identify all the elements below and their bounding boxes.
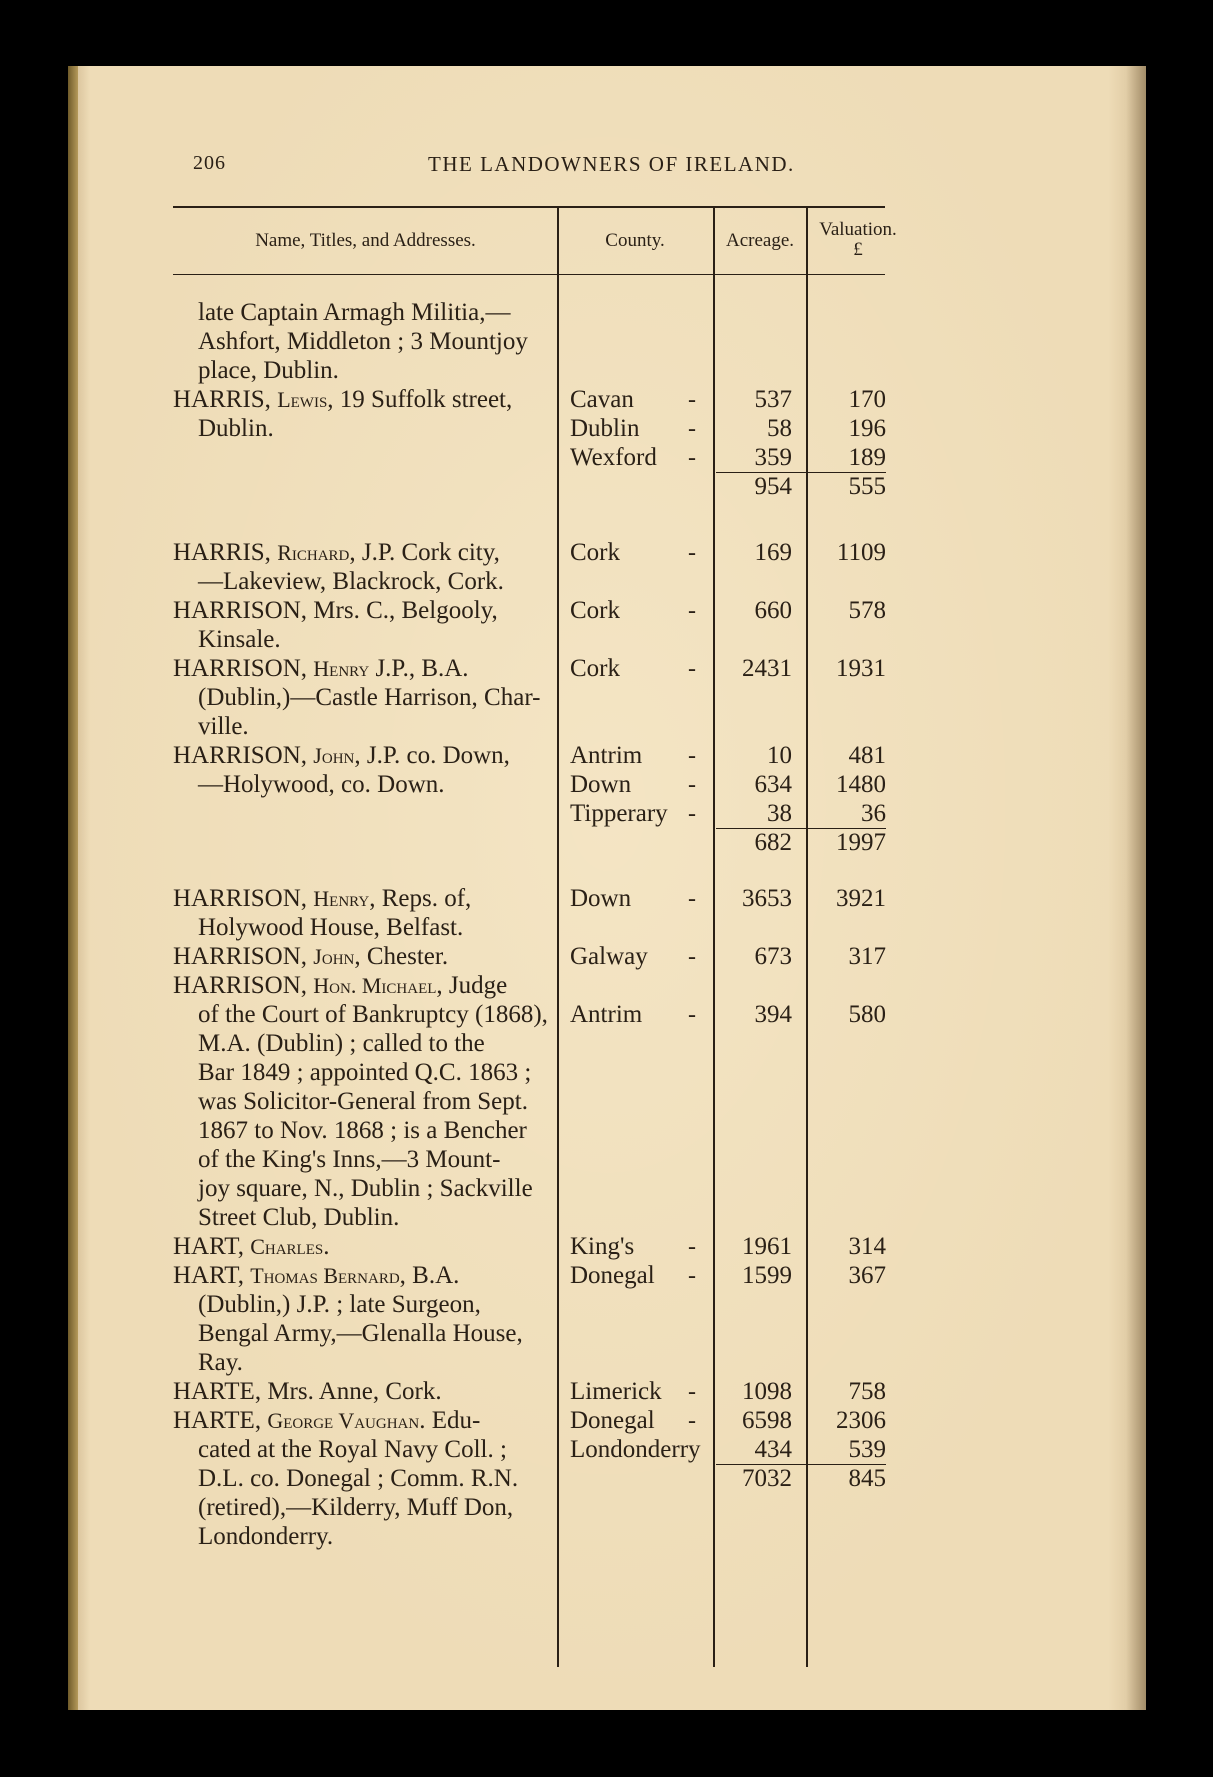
leader-dash: - [688,1379,696,1405]
name-line: Street Club, Dublin. [198,1204,400,1231]
valuation-cell: 578 [848,597,886,624]
entry-heading: HARRISON, Henry, Reps. of, [173,885,472,912]
acreage-cell: 10 [767,742,792,769]
valuation-cell: 189 [848,444,886,471]
name-line: joy square, N., Dublin ; Sackville [198,1175,533,1202]
leader-dash: - [688,886,696,912]
name-line: Londonderry. [198,1523,334,1550]
valuation-cell: 580 [848,1001,886,1028]
county-cell: Donegal [570,1407,655,1434]
name-line: —Holywood, co. Down. [198,771,445,798]
leader-dash: - [688,416,696,442]
name-line: ville. [198,713,249,740]
acreage-cell: 1599 [742,1262,792,1289]
page-binding [68,66,78,1710]
valuation-total: 1997 [836,829,886,856]
name-line: 1867 to Nov. 1868 ; is a Bencher [198,1117,527,1144]
county-cell: Galway [570,943,648,970]
entry-heading: HART, Charles. [173,1233,330,1260]
entry-heading: HARRIS, Richard, J.P. Cork city, [173,539,500,566]
acreage-cell: 1098 [742,1378,792,1405]
leader-dash: - [688,1408,696,1434]
name-line: Bar 1849 ; appointed Q.C. 1863 ; [198,1059,532,1086]
acreage-total: 954 [754,473,792,500]
table-top-rule [173,206,885,208]
county-cell: Wexford [570,444,657,471]
valuation-cell: 170 [848,386,886,413]
name-line: (Dublin,) J.P. ; late Surgeon, [198,1291,481,1318]
entry-heading: HARTE, George Vaughan. Edu- [173,1407,481,1434]
acreage-cell: 38 [767,800,792,827]
name-line: of the King's Inns,—3 Mount- [198,1146,501,1173]
name-line: (Dublin,)—Castle Harrison, Char- [198,684,541,711]
county-cell: King's [570,1233,635,1260]
name-line: Ray. [198,1349,243,1376]
leader-dash: - [688,743,696,769]
county-cell: Cork [570,539,620,566]
valuation-cell: 539 [848,1436,886,1463]
valuation-cell: 3921 [836,885,886,912]
leader-dash: - [688,387,696,413]
acreage-cell: 169 [754,539,792,566]
leader-dash: - [688,1234,696,1260]
valuation-cell: 1931 [836,655,886,682]
table-top-rule-valuation [808,207,883,208]
county-cell: Cork [570,655,620,682]
county-cell: Cavan [570,386,634,413]
acreage-cell: 434 [754,1436,792,1463]
leader-dash: - [688,598,696,624]
acreage-cell: 537 [754,386,792,413]
entry-heading: HART, Thomas Bernard, B.A. [173,1262,460,1289]
acreage-cell: 359 [754,444,792,471]
acreage-cell: 394 [754,1001,792,1028]
acreage-cell: 660 [754,597,792,624]
running-title: THE LANDOWNERS OF IRELAND. [428,152,795,176]
name-line: Bengal Army,—Glenalla House, [198,1320,523,1347]
leader-dash: - [688,772,696,798]
column-divider-1 [557,207,559,1667]
acreage-total: 682 [754,829,792,856]
acreage-cell: 58 [767,415,792,442]
valuation-label: Valuation. [819,219,897,240]
valuation-cell: 1109 [836,539,886,566]
entry-heading: HARRISON, Hon. Michael, Judge [173,972,508,999]
valuation-cell: 1480 [836,771,886,798]
county-cell: Limerick [570,1378,662,1405]
name-line: late Captain Armagh Militia,— [198,299,511,326]
name-line: was Solicitor-General from Sept. [198,1088,528,1115]
acreage-cell: 634 [754,771,792,798]
valuation-cell: 367 [848,1262,886,1289]
leader-dash: - [688,944,696,970]
county-cell: Down [570,771,632,798]
county-cell: Antrim [570,1001,643,1028]
running-header [68,152,1146,182]
leader-dash: - [688,801,696,827]
column-header-county: County. [605,230,665,251]
name-line: Holywood House, Belfast. [198,914,464,941]
acreage-total: 7032 [742,1465,792,1492]
county-cell: Tipperary [570,800,668,827]
valuation-cell: 481 [848,742,886,769]
name-line: Kinsale. [198,626,281,653]
acreage-cell: 3653 [742,885,792,912]
name-line: M.A. (Dublin) ; called to the [198,1030,485,1057]
name-line: —Lakeview, Blackrock, Cork. [198,568,504,595]
name-line: Ashfort, Middleton ; 3 Mountjoy [198,328,528,355]
page-edge [1126,66,1146,1710]
county-cell: Donegal [570,1262,655,1289]
leader-dash: - [688,656,696,682]
valuation-cell: 2306 [836,1407,886,1434]
acreage-cell: 6598 [742,1407,792,1434]
name-line: Dublin. [198,415,274,442]
entry-heading: HARTE, Mrs. Anne, Cork. [173,1378,442,1405]
leader-dash: - [688,540,696,566]
column-header-valuation [808,220,908,260]
leader-dash: - [688,1002,696,1028]
acreage-cell: 673 [754,943,792,970]
valuation-cell: 317 [848,943,886,970]
header-bottom-rule [173,274,885,275]
valuation-cell: 196 [848,415,886,442]
county-cell: Antrim [570,742,643,769]
valuation-cell: 36 [861,800,886,827]
valuation-cell: 758 [848,1378,886,1405]
leader-dash: - [688,1263,696,1289]
page-number: 206 [193,152,226,174]
county-cell: Down [570,885,632,912]
entry-heading: HARRISON, John, Chester. [173,943,449,970]
book-page [68,66,1146,1710]
county-cell: Londonderry [570,1436,701,1463]
valuation-total: 555 [848,473,886,500]
column-header-name: Name, Titles, and Addresses. [255,230,476,251]
name-line: (retired),—Kilderry, Muff Don, [198,1494,514,1521]
name-line: of the Court of Bankruptcy (1868), [198,1001,548,1028]
column-divider-2 [713,207,715,1667]
entry-heading: HARRIS, Lewis, 19 Suffolk street, [173,386,513,413]
valuation-total: 845 [848,1465,886,1492]
county-cell: Cork [570,597,620,624]
county-cell: Dublin [570,415,640,442]
valuation-unit: £ [853,239,863,260]
name-line: D.L. co. Donegal ; Comm. R.N. [198,1465,519,1492]
leader-dash: - [688,445,696,471]
entry-heading: HARRISON, John, J.P. co. Down, [173,742,510,769]
name-line: place, Dublin. [198,357,339,384]
valuation-cell: 314 [848,1233,886,1260]
entry-heading: HARRISON, Henry J.P., B.A. [173,655,469,682]
entry-heading: HARRISON, Mrs. C., Belgooly, [173,597,498,624]
acreage-cell: 2431 [742,655,792,682]
name-line: cated at the Royal Navy Coll. ; [198,1436,507,1463]
column-divider-3 [806,207,808,1667]
acreage-cell: 1961 [742,1233,792,1260]
column-header-acreage: Acreage. [725,230,795,251]
